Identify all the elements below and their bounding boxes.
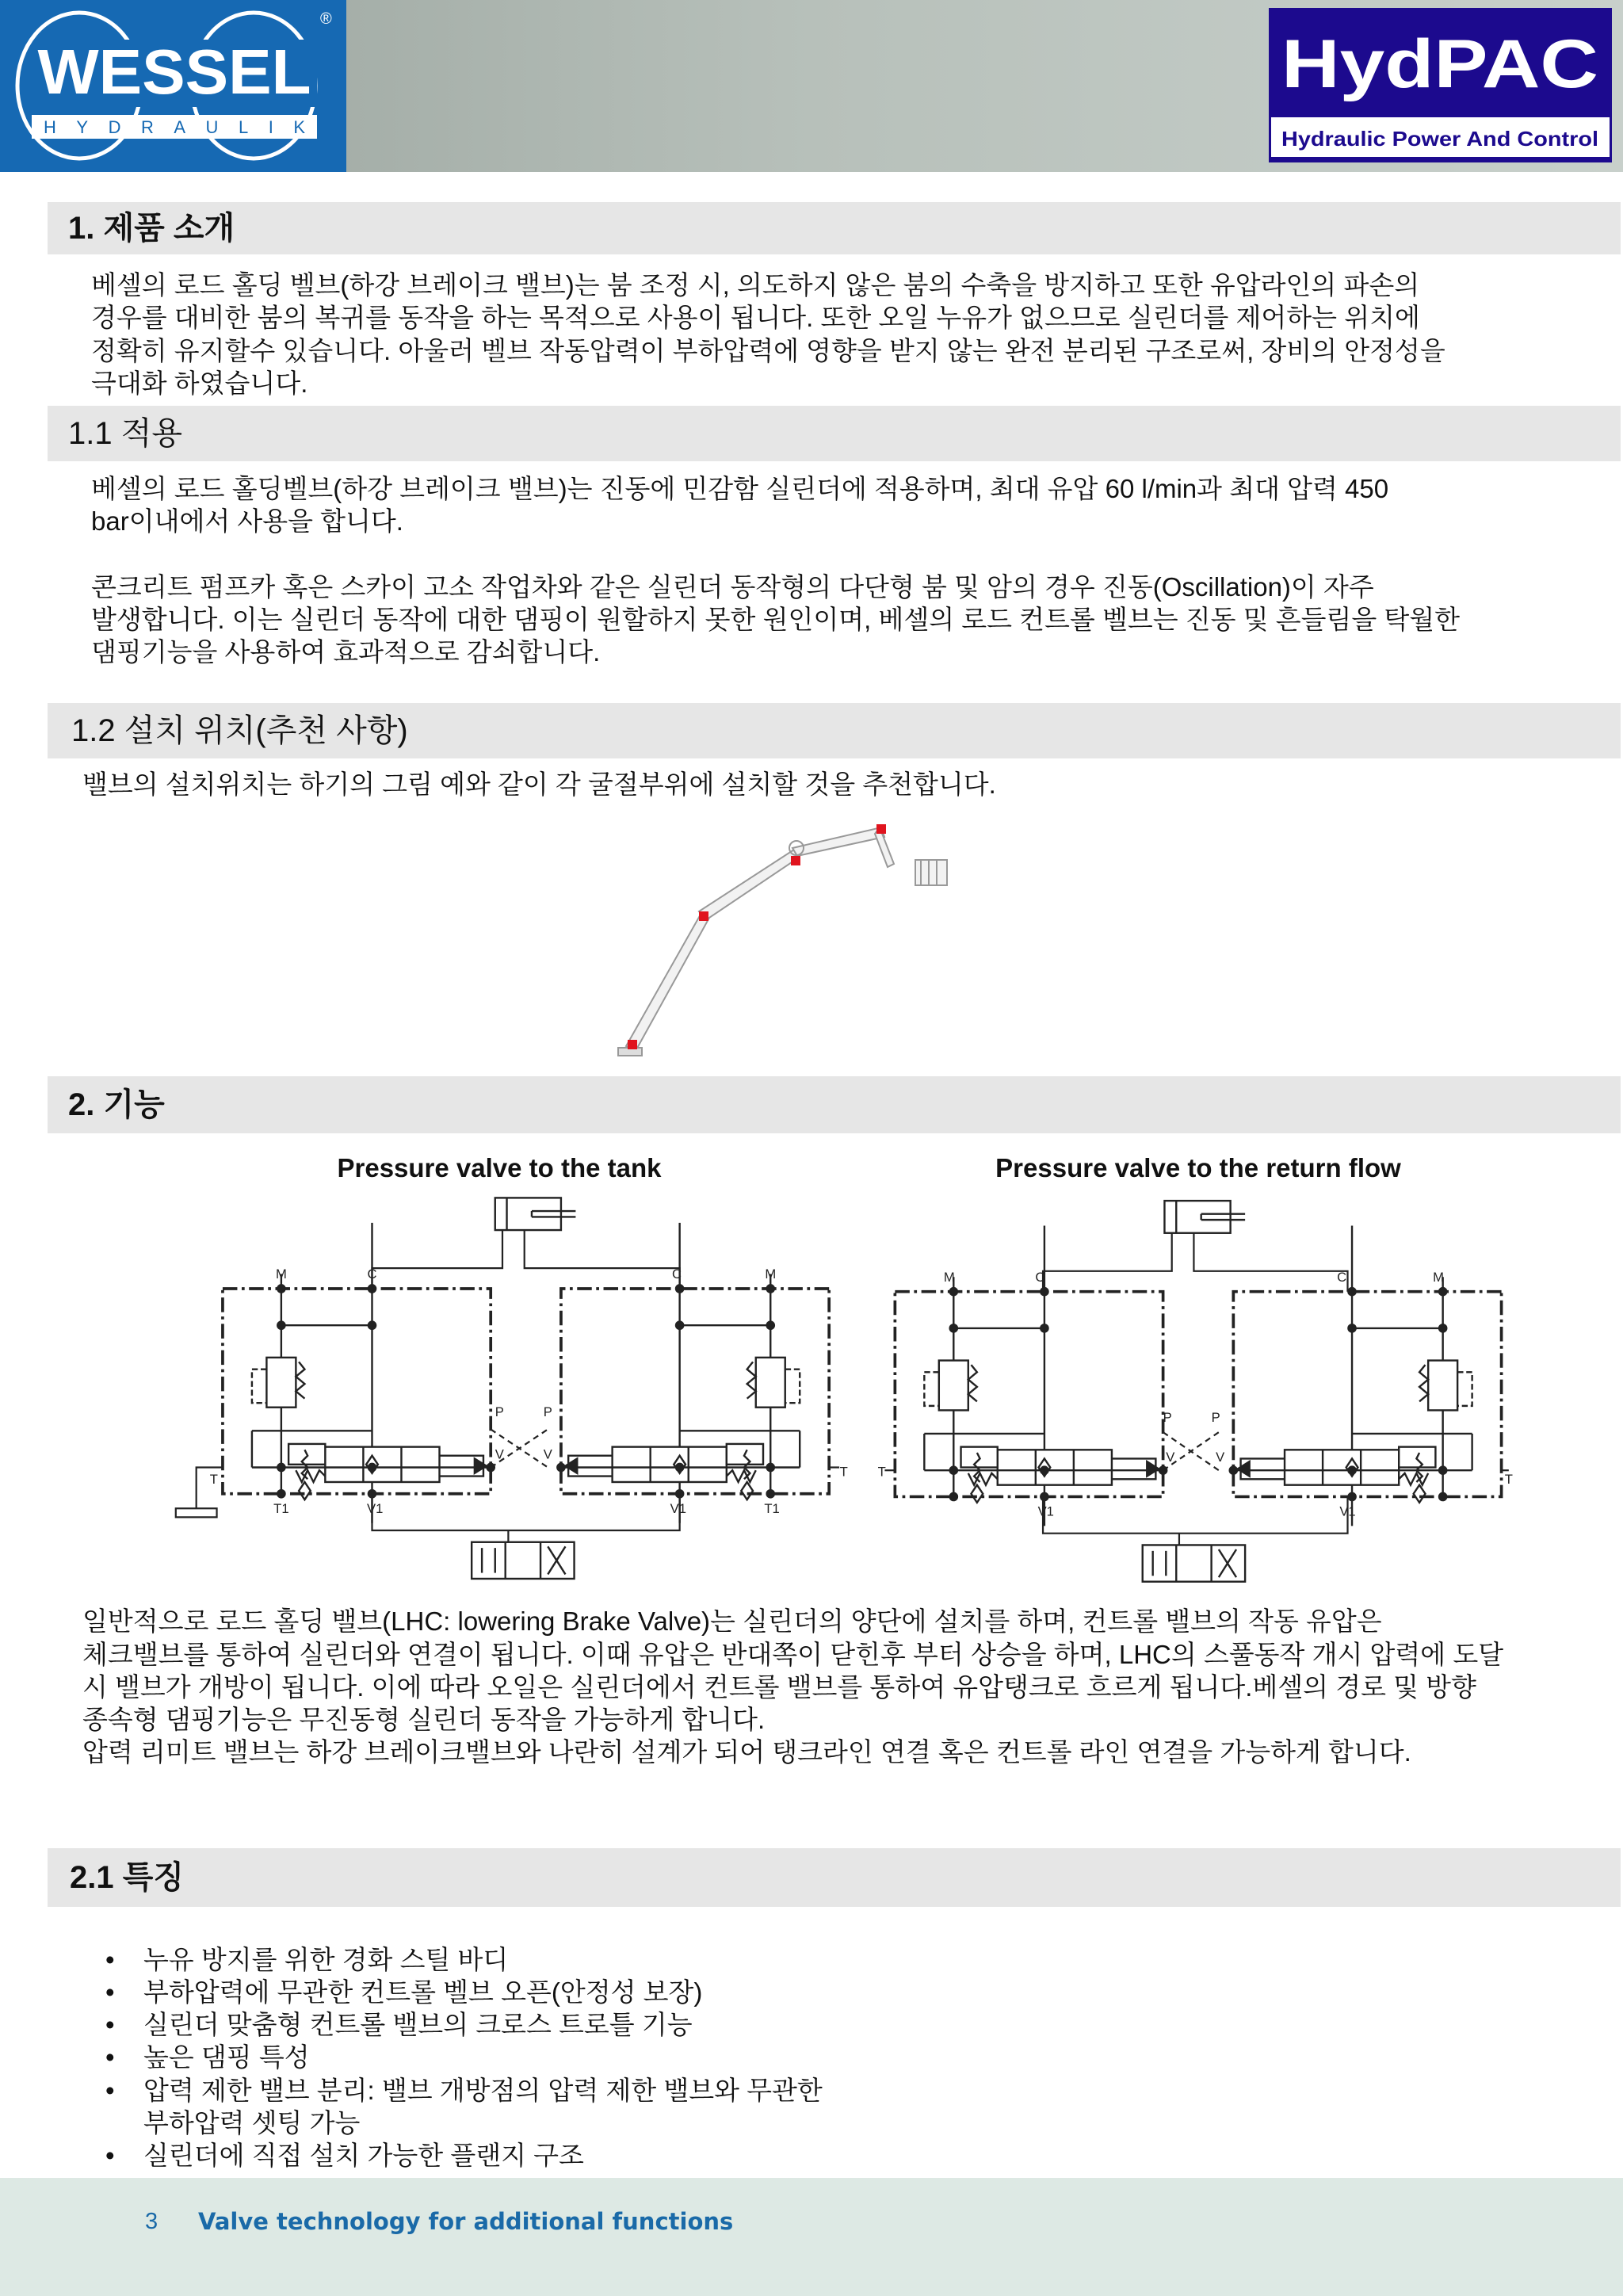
section-title: 1.2 설치 위치(추천 사항) (71, 713, 408, 748)
feature-item: 누유 방지를 위한 경화 스틸 바디 (143, 1945, 509, 1974)
section-title: 2. 기능 (68, 1087, 165, 1122)
port-label-c: C (1337, 1269, 1347, 1285)
page-footer (0, 2178, 1623, 2296)
diagram-title-return-flow: Pressure valve to the return flow (995, 1153, 1401, 1182)
application-line: 베셀의 로드 홀딩벨브(하강 브레이크 밸브)는 진동에 민감함 실린더에 적용하며, 최대 유압 60 l/min과 최대 압력 450 (91, 474, 1389, 503)
port-label-t: T (1504, 1471, 1513, 1487)
port-label-m: M (943, 1269, 955, 1285)
section-header-features (48, 1848, 1621, 1907)
feature-item: 실린더 맞춤형 컨트롤 밸브의 크로스 트로틀 기능 (143, 2010, 693, 2039)
hydraulic-schematics (0, 1189, 1623, 1601)
feature-item: 높은 댐핑 특성 (143, 2042, 310, 2072)
port-label-c: C (671, 1266, 682, 1282)
port-label-t1: T1 (273, 1500, 289, 1516)
port-label-t: T (877, 1464, 886, 1480)
port-label-v1: V1 (1339, 1503, 1356, 1519)
section-header-application (48, 406, 1621, 461)
section-title: 1. 제품 소개 (68, 211, 235, 246)
feature-item: 실린더에 직접 설치 가능한 플랜지 구조 (143, 2141, 584, 2170)
cylinder (495, 1198, 576, 1230)
application-line: 댐핑기능을 사용하여 효과적으로 감쇠합니다. (91, 637, 601, 667)
bullet-icon: • (105, 2010, 115, 2039)
hydpac-logo (1269, 8, 1612, 162)
bullet-icon: • (105, 2076, 115, 2105)
directional-valve (472, 1542, 574, 1579)
port-label-p: P (1163, 1410, 1172, 1426)
footer-title: Valve technology for additional functions (198, 2208, 734, 2235)
port-label-m: M (275, 1266, 287, 1282)
function-line: 일반적으로 로드 홀딩 밸브(LHC: lowering Brake Valve)는 실린더의 양단에 설치를 하며, 컨트롤 밸브의 작동 유압은 (82, 1606, 1382, 1636)
section-header-installation (48, 703, 1621, 758)
port-label-v1: V1 (367, 1500, 384, 1516)
tank-icon (176, 1508, 217, 1517)
port-label-m: M (1433, 1269, 1445, 1285)
port-label-v1: V1 (670, 1500, 686, 1516)
wessel-logo (0, 0, 346, 172)
port-label-v1: V1 (1037, 1503, 1054, 1519)
bullet-icon: • (105, 2141, 115, 2170)
registered-mark: ® (320, 10, 332, 28)
diagram-title-tank: Pressure valve to the tank (337, 1153, 662, 1182)
port-label-m: M (765, 1266, 777, 1282)
directional-valve (1143, 1545, 1245, 1581)
feature-item: 압력 제한 밸브 분리: 밸브 개방점의 압력 제한 밸브와 무관한 (143, 2076, 823, 2105)
function-line: 시 밸브가 개방이 됩니다. 이에 따라 오일은 실린더에서 컨트롤 밸브를 통하여 유압탱크로 흐르게 됩니다.베셀의 경로 및 방향 (82, 1672, 1476, 1702)
intro-line: 극대화 하였습니다. (91, 369, 308, 398)
intro-line: 베셀의 로드 홀딩 벨브(하강 브레이크 밸브)는 붐 조정 시, 의도하지 않은 붐의 수축을 방지하고 또한 유압라인의 파손의 (91, 270, 1420, 300)
cylinder (1164, 1201, 1245, 1233)
feature-item-continued: 부하압력 셋팅 가능 (143, 2108, 361, 2137)
port-label-c: C (1035, 1269, 1045, 1285)
crane-boom-illustration (610, 816, 959, 1062)
port-label-t1: T1 (764, 1500, 780, 1516)
function-line: 압력 리미트 밸브는 하강 브레이크밸브와 나란히 설계가 되어 탱크라인 연결 혹은 컨트롤 라인 연결을 가능하게 합니다. (82, 1737, 1411, 1767)
port-label-v: V (543, 1446, 552, 1462)
page-number: 3 (145, 2209, 158, 2234)
port-label-p: P (543, 1404, 552, 1419)
port-label-v: V (1166, 1450, 1175, 1465)
port-label-v: V (495, 1446, 504, 1462)
port-label-c: C (367, 1266, 377, 1282)
installation-text: 밸브의 설치위치는 하기의 그림 예와 같이 각 굴절부위에 설치할 것을 추천합니다. (82, 770, 996, 799)
port-label-v: V (1216, 1450, 1225, 1465)
wessel-logo-text: WESSEL (37, 36, 311, 107)
wessel-logo-sub: HYDRAULIK (44, 117, 305, 137)
hydpac-logo-text: HydPAC (1281, 26, 1598, 102)
application-line: 콘크리트 펌프카 혹은 스카이 고소 작업차와 같은 실린더 동작형의 다단형 붐 및 암의 경우 진동(Oscillation)이 자주 (91, 572, 1374, 602)
valve-joint-markers (628, 824, 886, 1049)
port-label-p: P (1211, 1410, 1220, 1426)
port-label-t: T (839, 1464, 848, 1480)
feature-item: 부하압력에 무관한 컨트롤 벨브 오픈(안정성 보장) (143, 1977, 703, 2007)
intro-line: 정확히 유지할수 있습니다. 아울러 벨브 작동압력이 부하압력에 영향을 받지 않는 완전 분리된 구조로써, 장비의 안정성을 (91, 336, 1445, 365)
application-line: 발생합니다. 이는 실린더 동작에 대한 댐핑이 원할하지 못한 원인이며, 베셀의 로드 컨트롤 벨브는 진동 및 흔들림을 탁월한 (91, 605, 1461, 634)
schematic-return-flow (878, 1201, 1513, 1582)
application-line: bar이내에서 사용을 합니다. (91, 506, 403, 536)
port-label-p: P (495, 1404, 504, 1419)
section-header-function (48, 1076, 1621, 1133)
hydpac-logo-sub: Hydraulic Power And Control (1281, 127, 1598, 151)
section-title: 2.1 특징 (70, 1860, 184, 1895)
bullet-icon: • (105, 1945, 115, 1974)
function-line: 종속형 댐핑기능은 무진동형 실린더 동작을 가능하게 합니다. (82, 1705, 766, 1734)
function-line: 체크밸브를 통하여 실린더와 연결이 됩니다. 이때 유압은 반대쪽이 닫힌후 부터 상승을 하며, LHC의 스풀동작 개시 압력에 도달 (82, 1640, 1504, 1669)
port-label-t: T (209, 1471, 218, 1487)
bullet-icon: • (105, 1977, 115, 2007)
intro-line: 경우를 대비한 붐의 복귀를 동작을 하는 목적으로 사용이 됩니다. 또한 오일 누유가 없으므로 실린더를 제어하는 위치에 (91, 303, 1420, 332)
section-header-intro (48, 202, 1621, 254)
section-title: 1.1 적용 (68, 416, 182, 451)
bullet-icon: • (105, 2042, 115, 2072)
schematic-tank (176, 1198, 848, 1579)
